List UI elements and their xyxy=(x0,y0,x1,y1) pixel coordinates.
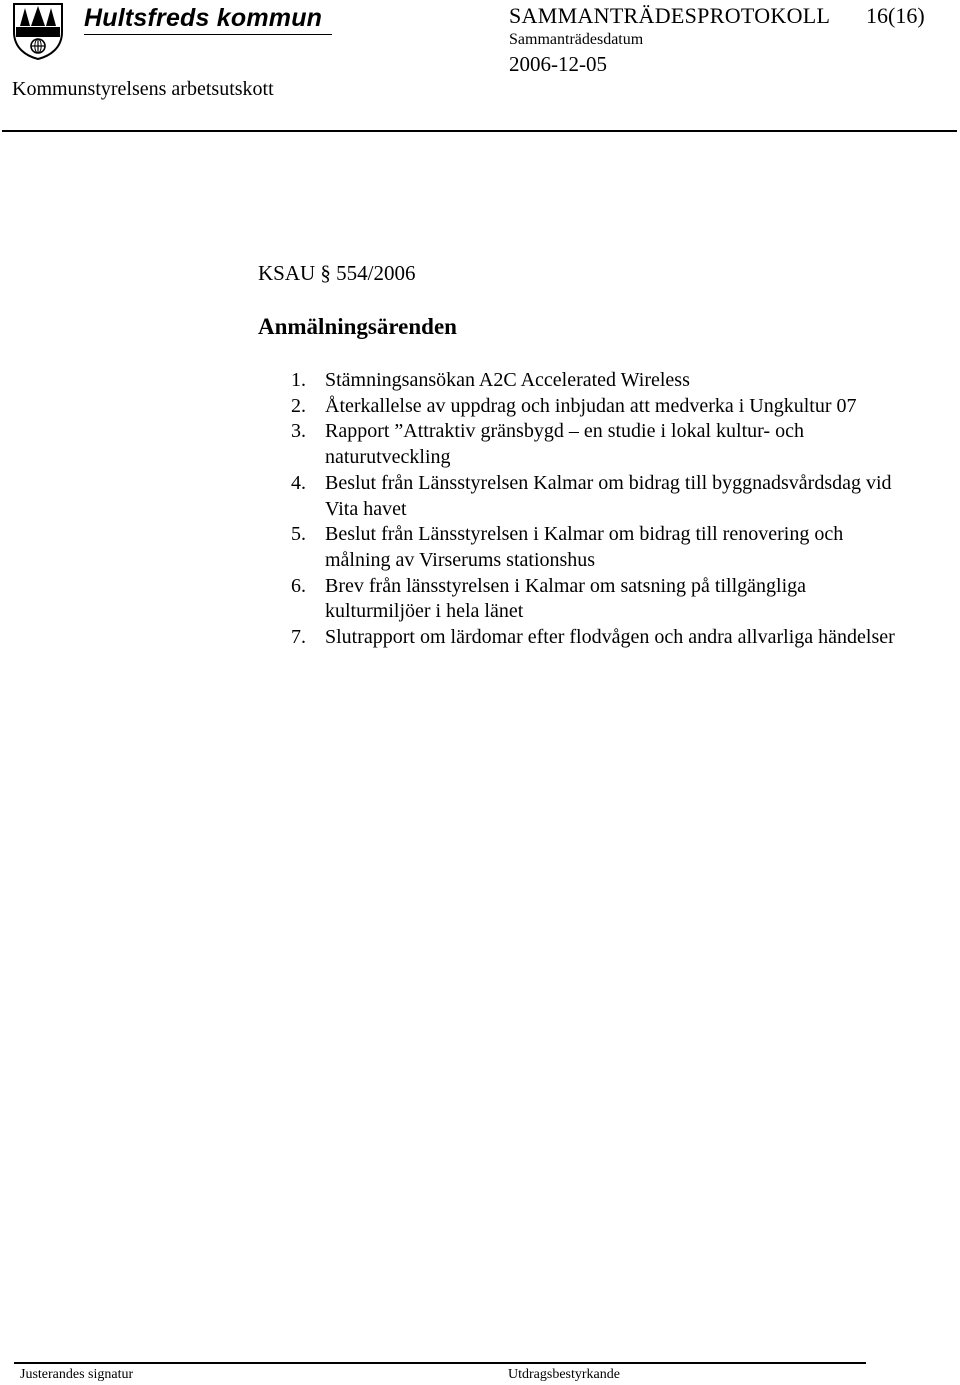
list-item-number: 7. xyxy=(291,626,306,649)
list-item-text: Stämningsansökan A2C Accelerated Wireless xyxy=(325,369,690,391)
list-item xyxy=(258,394,898,420)
list-item-number: 4. xyxy=(291,471,306,494)
section-title: Anmälningsärenden xyxy=(258,314,457,339)
list-item xyxy=(258,368,898,394)
list-item-text: Brev från länsstyrelsen i Kalmar om satsning på tillgängliga kulturmiljöer i hela länet xyxy=(325,574,806,623)
list-item xyxy=(258,522,898,573)
list-item-text: Återkallelse av uppdrag och inbjudan att medverka i Ungkultur 07 xyxy=(325,394,857,417)
list-item-number: 3. xyxy=(291,420,306,443)
list-item-text: Slutrapport om lärdomar efter flodvågen och andra allvarliga händelser xyxy=(325,626,895,649)
list-item xyxy=(258,419,898,470)
list-item-number: 5. xyxy=(291,523,306,546)
list-item-number: 1. xyxy=(291,369,306,391)
header-divider xyxy=(2,130,957,132)
section-reference: KSAU § 554/2006 xyxy=(258,261,416,285)
list-item-number: 6. xyxy=(291,574,306,597)
meeting-date-label: Sammanträdesdatum xyxy=(509,31,644,48)
list-item xyxy=(258,574,898,625)
certification-label: Utdragsbestyrkande xyxy=(508,1367,620,1382)
page-number: 16(16) xyxy=(866,3,925,28)
list-item xyxy=(258,625,898,651)
notification-list xyxy=(258,368,898,651)
signature-label: Justerandes signatur xyxy=(20,1367,134,1382)
organization-name: Kommunstyrelsens arbetsutskott xyxy=(12,78,274,100)
list-item-text: Beslut från Länsstyrelsen Kalmar om bidrag till byggnadsvårdsdag vid Vita havet xyxy=(325,471,892,520)
list-item-text: Rapport ”Attraktiv gränsbygd – en studie i lokal kultur- och naturutveckling xyxy=(325,420,804,469)
list-item xyxy=(258,471,898,522)
list-item-text: Beslut från Länsstyrelsen i Kalmar om bidrag till renovering och målning av Virserums stationshus xyxy=(325,523,844,571)
brand-name: Hultsfreds kommun xyxy=(84,4,323,32)
meeting-date: 2006-12-05 xyxy=(509,52,607,76)
protocol-title: SAMMANTRÄDESPROTOKOLL xyxy=(509,3,831,28)
footer-divider xyxy=(14,1362,866,1364)
list-item-number: 2. xyxy=(291,394,306,417)
municipal-coat-of-arms-icon xyxy=(12,2,64,60)
brand-underline xyxy=(84,34,332,35)
